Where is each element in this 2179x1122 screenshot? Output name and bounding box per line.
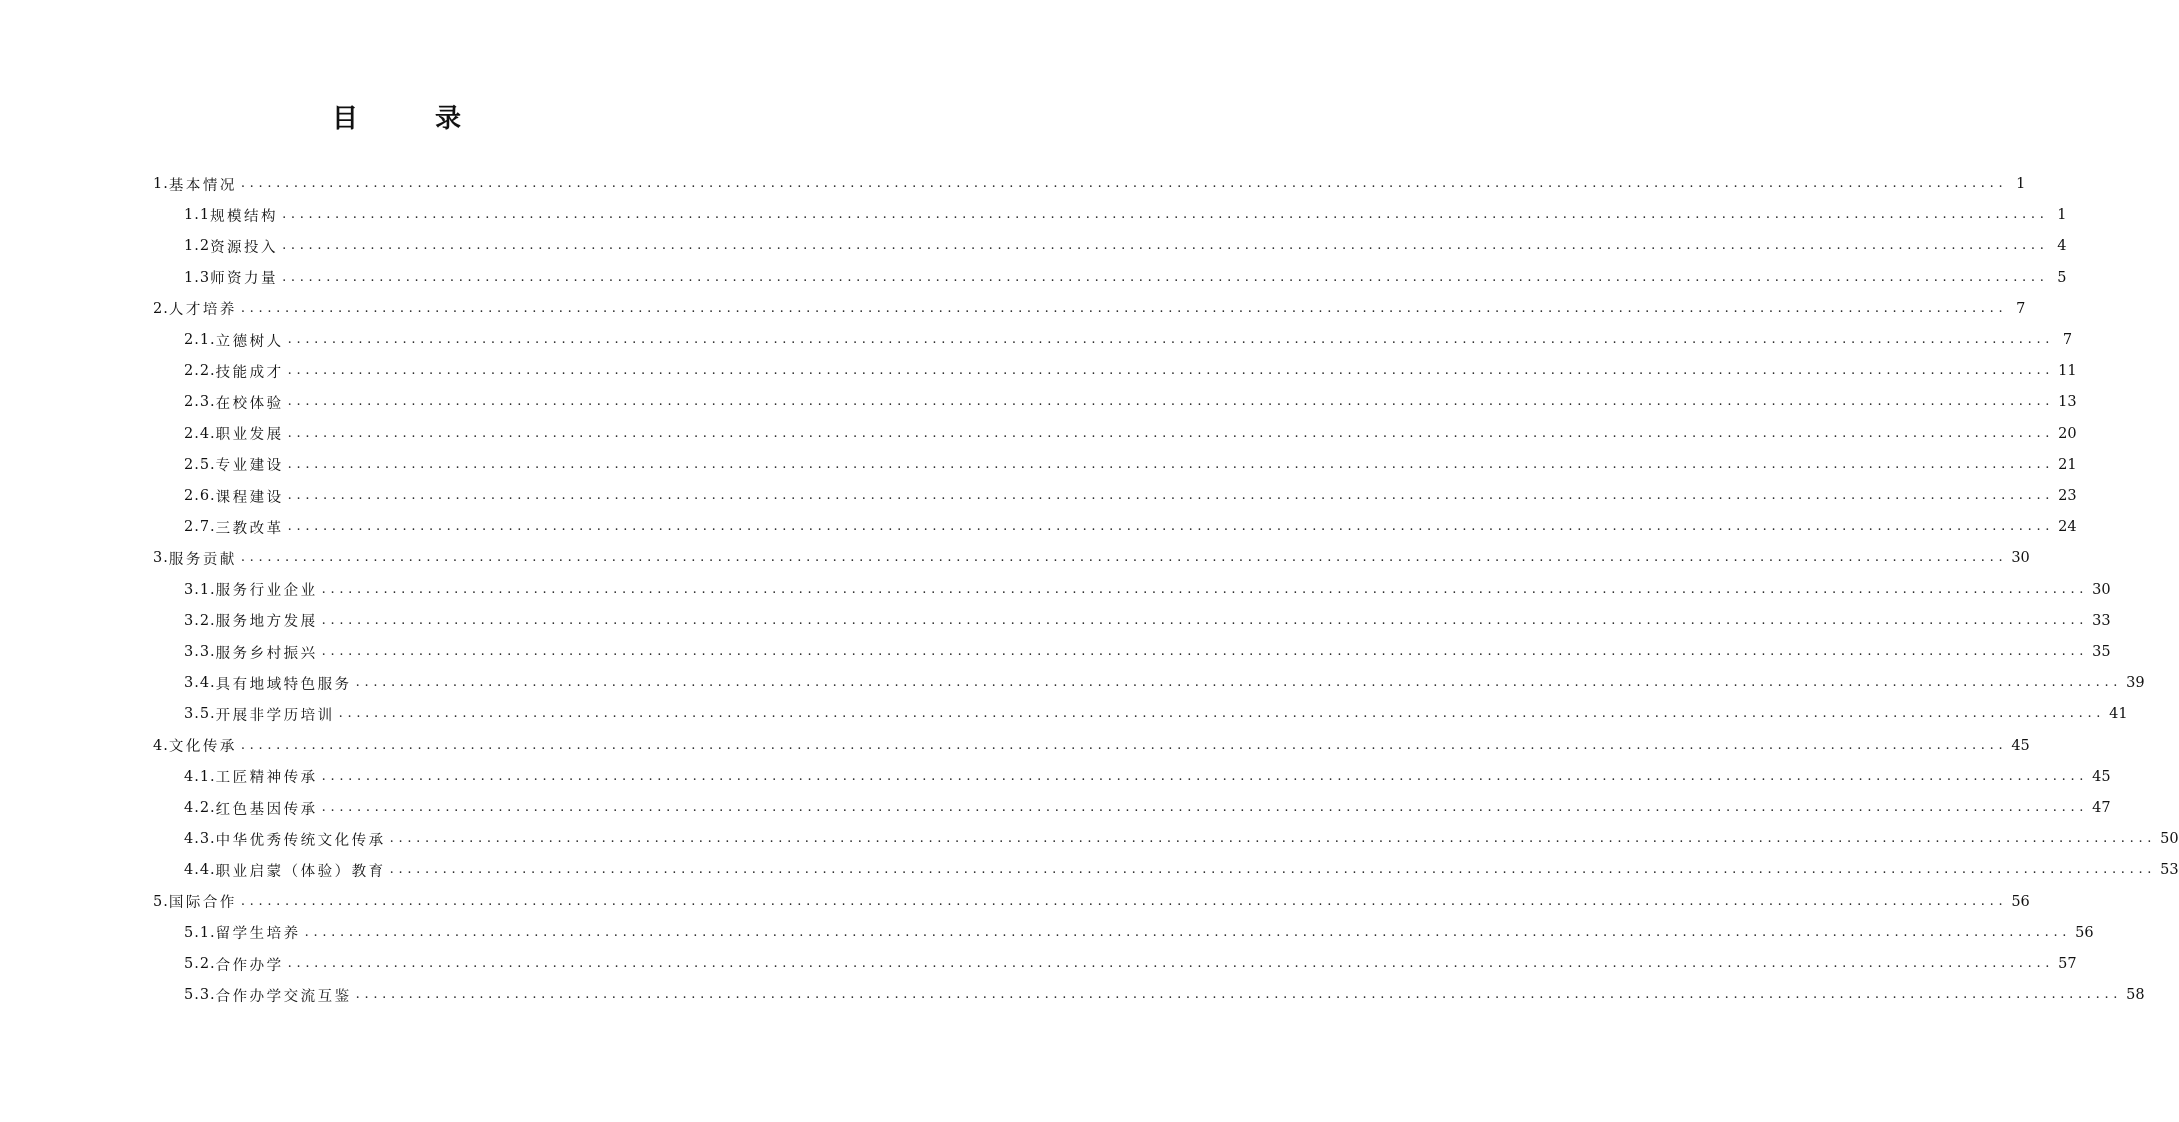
toc-dot-leader: ........................................................................................................................................................................................................ — [287, 456, 2055, 472]
toc-entry[interactable] — [0, 451, 2077, 479]
toc-entry-label: 专业建设 — [215, 458, 284, 475]
toc-entry[interactable] — [0, 295, 2026, 323]
toc-entry[interactable] — [0, 201, 2067, 229]
toc-entry-page-number: 30 — [2092, 581, 2111, 598]
toc-entry[interactable] — [0, 170, 2026, 198]
toc-dot-leader: ........................................................................................................................................................................................................ — [240, 737, 2008, 753]
toc-dot-leader: ........................................................................................................................................................................................................ — [287, 488, 2055, 503]
toc-entry-label: 服务贡献 — [168, 551, 237, 568]
toc-entry-label: 开展非学历培训 — [215, 707, 335, 724]
toc-entry[interactable] — [0, 669, 2145, 697]
toc-dot-leader: ........................................................................................................................................................................................................ — [321, 800, 2089, 815]
toc-entry-number: 1.2 — [184, 238, 211, 255]
toc-entry-number: 4.1. — [184, 768, 216, 785]
toc-entry-page-number: 33 — [2092, 612, 2111, 629]
toc-entry[interactable] — [0, 264, 2067, 292]
toc-dot-leader: ........................................................................................................................................................................................................ — [321, 768, 2089, 784]
toc-dot-leader: ........................................................................................................................................................................................................ — [338, 706, 2106, 722]
toc-entry-number: 4.4. — [184, 862, 216, 879]
toc-entry-number: 2.1. — [184, 332, 216, 348]
toc-dot-leader: ........................................................................................................................................................................................................ — [287, 332, 2055, 347]
toc-dot-leader: ........................................................................................................................................................................................................ — [321, 644, 2089, 659]
toc-entry-page-number: 47 — [2092, 800, 2111, 816]
toc-entry-label: 人才培养 — [168, 302, 237, 319]
toc-entry-label: 工匠精神传承 — [215, 770, 318, 787]
toc-entry-page-number: 4 — [2057, 238, 2067, 255]
toc-entry-label: 技能成才 — [215, 364, 284, 381]
toc-entry-label: 基本情况 — [168, 177, 237, 194]
toc-entry-label: 职业发展 — [215, 427, 284, 444]
toc-entry-label: 资源投入 — [210, 239, 279, 256]
toc-dot-leader: ........................................................................................................................................................................................................ — [389, 862, 2157, 878]
toc-entry-page-number: 45 — [2011, 737, 2030, 754]
toc-entry-number: 1. — [153, 176, 169, 192]
toc-entry[interactable] — [0, 919, 2094, 947]
toc-entry-label: 留学生培养 — [215, 926, 301, 943]
toc-entry-row — [153, 544, 2030, 572]
toc-entry-label: 课程建设 — [215, 489, 284, 506]
toc-entry[interactable] — [0, 482, 2077, 510]
toc-entry-row — [184, 451, 2077, 479]
toc-entry-page-number: 41 — [2109, 706, 2128, 723]
toc-entry[interactable] — [0, 388, 2077, 416]
toc-entry-row — [184, 700, 2128, 728]
toc-entry-page-number: 35 — [2092, 644, 2111, 660]
toc-dot-leader: ........................................................................................................................................................................................................ — [282, 207, 2049, 223]
toc-entry-number: 3.4. — [184, 675, 216, 692]
toc-entry-number: 5.3. — [184, 987, 216, 1004]
toc-entry-row — [184, 201, 2067, 229]
toc-entry-page-number: 20 — [2058, 425, 2077, 442]
toc-entry-row — [184, 482, 2077, 510]
toc-entry[interactable] — [0, 513, 2077, 541]
toc-entry-row — [153, 888, 2030, 916]
toc-dot-leader: ........................................................................................................................................................................................................ — [389, 831, 2157, 847]
toc-entry-page-number: 58 — [2126, 987, 2145, 1004]
toc-entry-row — [184, 264, 2067, 292]
toc-entry[interactable] — [0, 763, 2111, 791]
toc-entry-label: 服务地方发展 — [215, 614, 318, 631]
toc-dot-leader: ........................................................................................................................................................................................................ — [282, 269, 2049, 285]
toc-entry-number: 2.2. — [184, 363, 216, 380]
toc-dot-leader: ........................................................................................................................................................................................................ — [321, 581, 2089, 597]
toc-entry[interactable] — [0, 888, 2030, 916]
toc-entry-page-number: 45 — [2092, 768, 2111, 785]
toc-entry-number: 4.2. — [184, 800, 216, 816]
toc-entry-row — [184, 638, 2111, 666]
toc-entry-number: 2.7. — [184, 519, 216, 536]
toc-dot-leader: ........................................................................................................................................................................................................ — [240, 550, 2008, 566]
toc-entry-number: 2.3. — [184, 394, 216, 411]
toc-dot-leader: ........................................................................................................................................................................................................ — [287, 425, 2055, 441]
toc-entry-row — [153, 170, 2026, 198]
toc-dot-leader: ........................................................................................................................................................................................................ — [355, 675, 2123, 691]
toc-entry-page-number: 56 — [2011, 893, 2030, 910]
toc-entry[interactable] — [0, 232, 2067, 260]
toc-entry-row — [184, 576, 2111, 604]
toc-entry-row — [153, 295, 2026, 323]
toc-entry-page-number: 1 — [2016, 176, 2026, 192]
toc-dot-leader: ........................................................................................................................................................................................................ — [287, 363, 2055, 379]
toc-entry-row — [184, 981, 2145, 1009]
toc-dot-leader: ........................................................................................................................................................................................................ — [282, 238, 2049, 254]
toc-dot-leader: ........................................................................................................................................................................................................ — [355, 987, 2123, 1003]
toc-entry-number: 4.3. — [184, 831, 216, 848]
toc-entry-row — [184, 919, 2094, 947]
toc-entry-label: 在校体验 — [215, 395, 284, 412]
toc-entry-label: 服务乡村振兴 — [215, 645, 318, 662]
toc-entry-row — [153, 732, 2030, 760]
toc-entry-page-number: 7 — [2062, 332, 2073, 348]
toc-entry-label: 中华优秀传统文化传承 — [215, 832, 386, 849]
toc-entry-row — [184, 357, 2077, 385]
toc-entry-row — [184, 326, 2073, 354]
toc-entry[interactable] — [0, 825, 2179, 853]
toc-dot-leader: ........................................................................................................................................................................................................ — [287, 394, 2055, 410]
toc-entry-page-number: 7 — [2016, 300, 2026, 317]
toc-entry[interactable] — [0, 638, 2111, 666]
toc-entry-page-number: 23 — [2058, 488, 2077, 504]
toc-entry-number: 1.1 — [184, 207, 211, 224]
toc-dot-leader: ........................................................................................................................................................................................................ — [287, 956, 2055, 971]
toc-entry-row — [184, 669, 2145, 697]
toc-entry[interactable] — [0, 544, 2030, 572]
toc-entry-row — [184, 513, 2077, 541]
toc-entry-label: 具有地域特色服务 — [215, 676, 352, 693]
toc-entry-number: 3.2. — [184, 612, 216, 629]
toc-entry-page-number: 30 — [2011, 550, 2030, 567]
toc-entry-row — [184, 763, 2111, 791]
toc-title: 目 录 — [331, 104, 496, 134]
toc-entry-row — [184, 950, 2077, 978]
toc-entry-label: 职业启蒙（体验）教育 — [215, 863, 386, 880]
toc-entry-row — [184, 232, 2067, 260]
toc-entry-label: 合作办学交流互鉴 — [215, 988, 352, 1005]
toc-entry-row — [184, 388, 2077, 416]
toc-entry-page-number: 1 — [2057, 207, 2067, 224]
toc-entry-label: 合作办学 — [215, 957, 284, 974]
toc-entry[interactable] — [0, 856, 2179, 884]
toc-entry-page-number: 21 — [2058, 456, 2077, 473]
toc-entry-number: 5.2. — [184, 956, 216, 972]
toc-dot-leader: ........................................................................................................................................................................................................ — [304, 924, 2072, 940]
toc-entry-page-number: 53 — [2160, 862, 2179, 879]
toc-entry-page-number: 13 — [2058, 394, 2077, 411]
toc-entry-number: 2. — [153, 300, 169, 317]
toc-entry-label: 服务行业企业 — [215, 583, 318, 600]
toc-entry[interactable] — [0, 420, 2077, 448]
toc-entry-page-number: 39 — [2126, 675, 2145, 692]
toc-entry-page-number: 24 — [2058, 519, 2077, 536]
toc-entry-row — [184, 825, 2179, 853]
toc-entry-page-number: 5 — [2057, 269, 2067, 286]
toc-entry[interactable] — [0, 607, 2111, 635]
toc-entry-label: 红色基因传承 — [215, 801, 318, 818]
toc-entry[interactable] — [0, 576, 2111, 604]
toc-dot-leader: ........................................................................................................................................................................................................ — [240, 176, 2008, 191]
toc-entry-page-number: 50 — [2160, 831, 2179, 848]
toc-entry[interactable] — [0, 357, 2077, 385]
toc-entry-number: 3.5. — [184, 706, 216, 723]
toc-entry-number: 5. — [153, 893, 169, 910]
toc-entry-number: 5.1. — [184, 924, 216, 941]
toc-entry[interactable] — [0, 326, 2073, 354]
toc-entry-page-number: 11 — [2058, 363, 2077, 380]
toc-dot-leader: ........................................................................................................................................................................................................ — [240, 893, 2008, 909]
toc-entry-row — [184, 607, 2111, 635]
toc-entry-label: 师资力量 — [210, 271, 279, 288]
toc-entry-label: 国际合作 — [168, 895, 237, 912]
toc-entry-number: 2.5. — [184, 456, 216, 473]
toc-entry-number: 3. — [153, 550, 169, 567]
toc-entry[interactable] — [0, 700, 2128, 728]
toc-entry-page-number: 57 — [2058, 956, 2077, 972]
toc-entry-row — [184, 420, 2077, 448]
toc-entry-number: 2.4. — [184, 425, 216, 442]
toc-entry[interactable] — [0, 950, 2077, 978]
toc-entry-row — [184, 856, 2179, 884]
toc-dot-leader: ........................................................................................................................................................................................................ — [287, 519, 2055, 535]
toc-entry-number: 2.6. — [184, 488, 216, 504]
toc-entry[interactable] — [0, 981, 2145, 1009]
toc-entry[interactable] — [0, 732, 2030, 760]
toc-entry-number: 3.3. — [184, 644, 216, 660]
toc-entry-label: 规模结构 — [210, 208, 279, 225]
toc-dot-leader: ........................................................................................................................................................................................................ — [240, 300, 2008, 316]
toc-entry-label: 文化传承 — [168, 739, 237, 756]
toc-dot-leader: ........................................................................................................................................................................................................ — [321, 612, 2089, 628]
toc-entry-row — [184, 794, 2111, 822]
toc-entry[interactable] — [0, 794, 2111, 822]
toc-entry-number: 4. — [153, 737, 169, 754]
toc-entry-page-number: 56 — [2075, 924, 2094, 941]
toc-entry-label: 三教改革 — [215, 520, 284, 537]
toc-entry-label: 立德树人 — [215, 333, 284, 350]
toc-entry-number: 1.3 — [184, 269, 211, 286]
toc-entry-number: 3.1. — [184, 581, 216, 598]
